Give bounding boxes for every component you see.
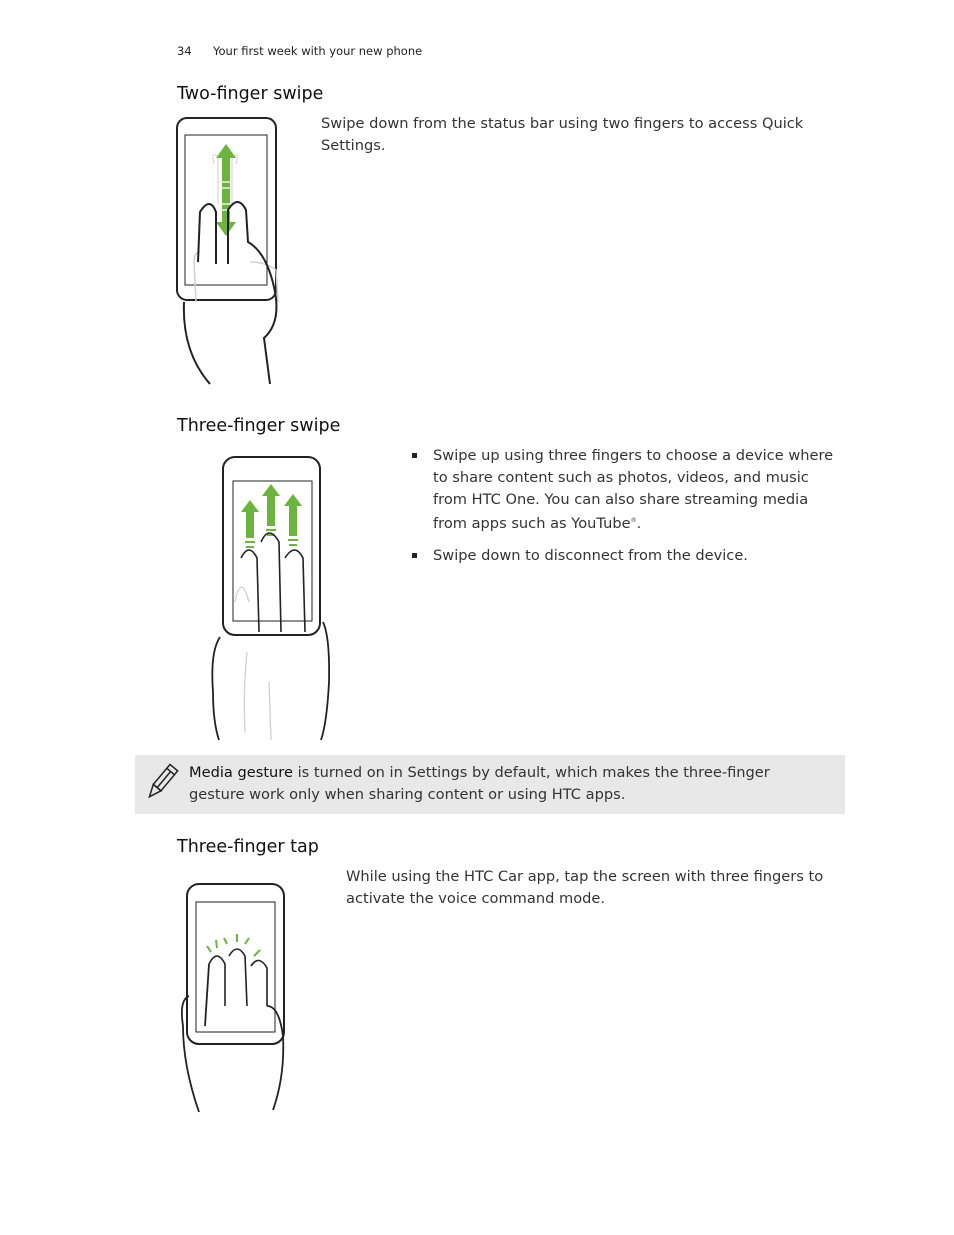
two-finger-swipe-illustration bbox=[170, 112, 290, 392]
note-box bbox=[135, 755, 845, 814]
pencil-icon bbox=[141, 763, 181, 803]
three-finger-swipe-illustration bbox=[205, 452, 335, 742]
page-header bbox=[177, 44, 422, 58]
list-item bbox=[412, 445, 842, 535]
section-title-three-finger-swipe: Three-finger swipe bbox=[177, 416, 341, 436]
two-finger-swipe-description: Swipe down from the status bar using two fingers to access Quick Settings. bbox=[321, 115, 804, 154]
note-term: Media gesture bbox=[189, 764, 293, 781]
bullet-icon bbox=[412, 553, 417, 558]
three-finger-swipe-bullet-list bbox=[412, 445, 842, 567]
registered-mark: ® bbox=[630, 517, 637, 525]
bullet-text: Swipe down to disconnect from the device. bbox=[433, 547, 748, 565]
chapter-title: Your first week with your new phone bbox=[213, 44, 423, 58]
section-title-two-finger-swipe: Two-finger swipe bbox=[177, 84, 324, 104]
page-number: 34 bbox=[177, 44, 192, 58]
note-description: is turned on in Settings by default, which makes the three-finger gesture work only when sharing content or using HTC apps. bbox=[189, 764, 770, 803]
three-finger-tap-illustration bbox=[175, 876, 300, 1116]
bullet-text: Swipe up using three fingers to choose a device where to share content such as photos, videos, and music from HTC One. You can also share streaming media from apps such as YouTube bbox=[433, 447, 834, 533]
three-finger-tap-description: While using the HTC Car app, tap the screen with three fingers to activate the voice command mode. bbox=[346, 868, 824, 907]
bullet-suffix: . bbox=[636, 515, 642, 533]
list-item bbox=[412, 545, 842, 567]
three-finger-swipe-description bbox=[412, 445, 842, 577]
section-title-three-finger-tap: Three-finger tap bbox=[177, 837, 319, 857]
note-text bbox=[189, 762, 829, 806]
bullet-icon bbox=[412, 453, 417, 458]
